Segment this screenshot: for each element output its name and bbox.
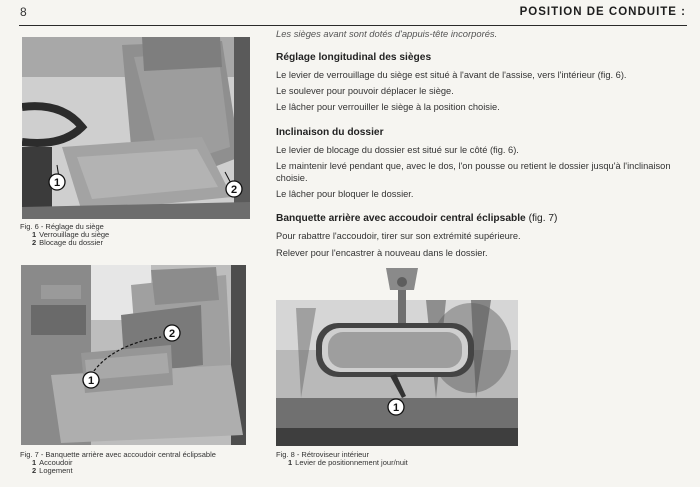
paragraph: Le soulever pour pouvoir déplacer le siège. (276, 86, 454, 97)
page-number: 8 (20, 5, 27, 19)
figure-8-caption-item: 1 Levier de positionnement jour/nuit (288, 458, 408, 467)
section-heading: Réglage longitudinal des sièges (276, 52, 432, 63)
callout-2 (164, 325, 180, 341)
figure-6-caption-item: 2 Blocage du dossier (32, 238, 103, 247)
paragraph: Le levier de blocage du dossier est situé sur le côté (fig. 6). (276, 144, 519, 155)
paragraph: Le maintenir levé pendant que, avec le dos, l'on pousse ou retient le dossier jusqu'à l'inclinaison choisie. (276, 160, 671, 184)
figure-6-caption (20, 223, 260, 247)
callout-1-label: 1 (87, 375, 95, 387)
callout-2 (226, 181, 242, 197)
header-rule (19, 25, 687, 26)
callout-1-label: 1 (392, 402, 400, 414)
section-heading: Inclinaison du dossier (276, 126, 384, 138)
paragraph: Pour rabattre l'accoudoir, tirer sur son extrémité supérieure. (276, 231, 521, 242)
callout-2-label: 2 (168, 328, 176, 340)
figure-6-caption-title: Fig. 6 - Réglage du siège (20, 222, 104, 231)
callout-1 (388, 399, 404, 415)
callout-2-label: 2 (230, 184, 238, 196)
figure-6-photo (22, 37, 250, 219)
body-text (276, 28, 688, 263)
callout-1-label: 1 (53, 177, 61, 189)
figure-8-caption-title: Fig. 8 - Rétroviseur intérieur (276, 450, 369, 459)
figure-7-photo (21, 265, 246, 445)
figure-6-caption-item: 1 Verrouillage du siège (32, 230, 110, 239)
figure-7-caption-item: 2 Logement (32, 466, 73, 475)
figure-8-photo (276, 268, 518, 446)
paragraph: Relever pour l'encastrer à nouveau dans le dossier. (276, 247, 488, 258)
intro-text: Les sièges avant sont dotés d'appuis-tête incorporés. (276, 28, 498, 39)
paragraph: Le lâcher pour bloquer le dossier. (276, 189, 414, 200)
section-backrest-tilt (276, 127, 688, 201)
section-heading: Banquette arrière avec accoudoir central éclipsable (fig. 7) (276, 213, 558, 225)
figure-7-caption (20, 451, 270, 475)
section-rear-bench (276, 213, 688, 258)
section-seat-slide (276, 52, 688, 114)
figure-7-caption-title: Fig. 7 - Banquette arrière avec accoudoir central éclipsable (20, 450, 216, 459)
figure-7-caption-item: 1 Accoudoir (32, 458, 73, 467)
section-title: POSITION DE CONDUITE : (519, 6, 686, 18)
paragraph: Le lâcher pour verrouiller le siège à la position choisie. (276, 102, 500, 113)
paragraph: Le levier de verrouillage du siège est situé à l'avant de l'assise, vers l'intérieur (fig. 6). (276, 70, 627, 80)
callout-1 (83, 372, 99, 388)
callout-1 (49, 174, 65, 190)
figure-8-caption (276, 451, 526, 467)
